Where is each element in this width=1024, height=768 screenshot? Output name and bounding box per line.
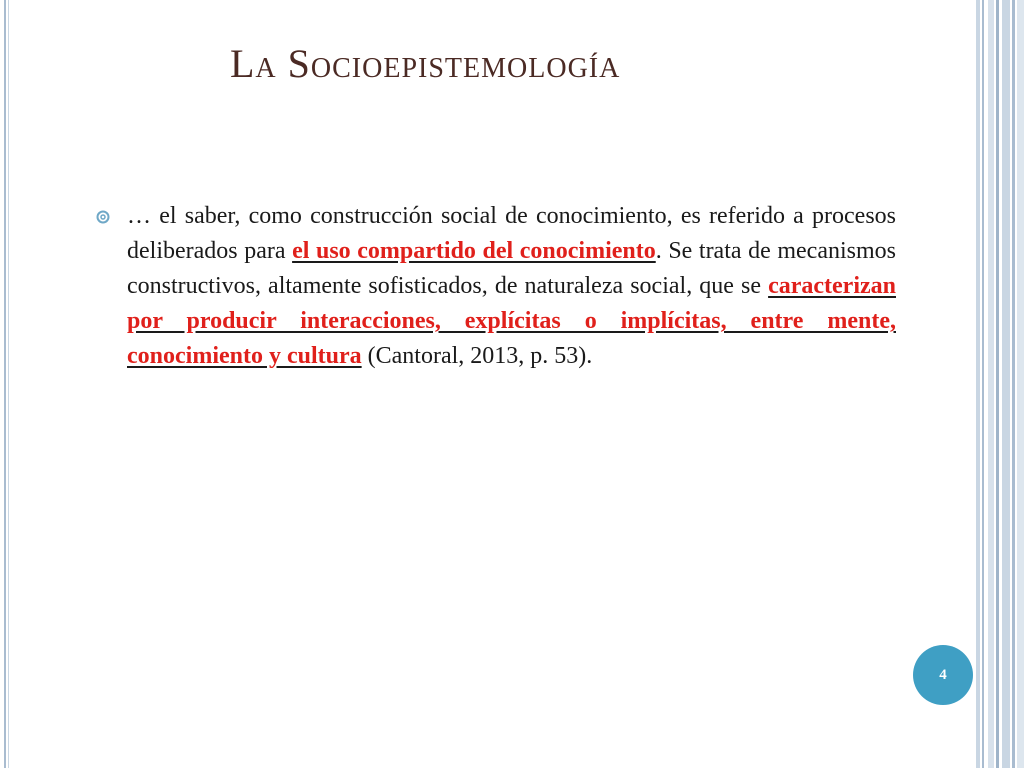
body-paragraph [127,199,896,374]
right-stripe [996,0,999,768]
citation-text: (Cantoral, 2013, p. 53). [361,343,593,369]
right-stripe [1012,0,1015,768]
right-stripe [976,0,980,768]
emphasis-text: el uso compartido del conocimiento [292,238,656,264]
spiral-bullet-icon [96,210,110,224]
paragraph-text: . Se trata de mecanismos constructivos, altamente sofisticados, de naturaleza social, que se [127,238,896,299]
right-stripe [1017,0,1024,768]
paragraph-text: … el saber, como construcción social de conocimiento, es referido a procesos deliberados para [127,203,896,264]
slide-title: La Socioepistemología [230,41,621,86]
left-border-line-inner [8,0,9,768]
left-border-line [4,0,6,768]
right-stripe [988,0,994,768]
page-number: 4 [939,666,947,683]
emphasis-text: caracterizan por producir interacciones, explícitas o implícitas, entre mente, conocimiento y cultura [127,273,896,369]
right-stripe [1002,0,1010,768]
right-stripe [982,0,984,768]
page-number-badge [913,645,973,705]
